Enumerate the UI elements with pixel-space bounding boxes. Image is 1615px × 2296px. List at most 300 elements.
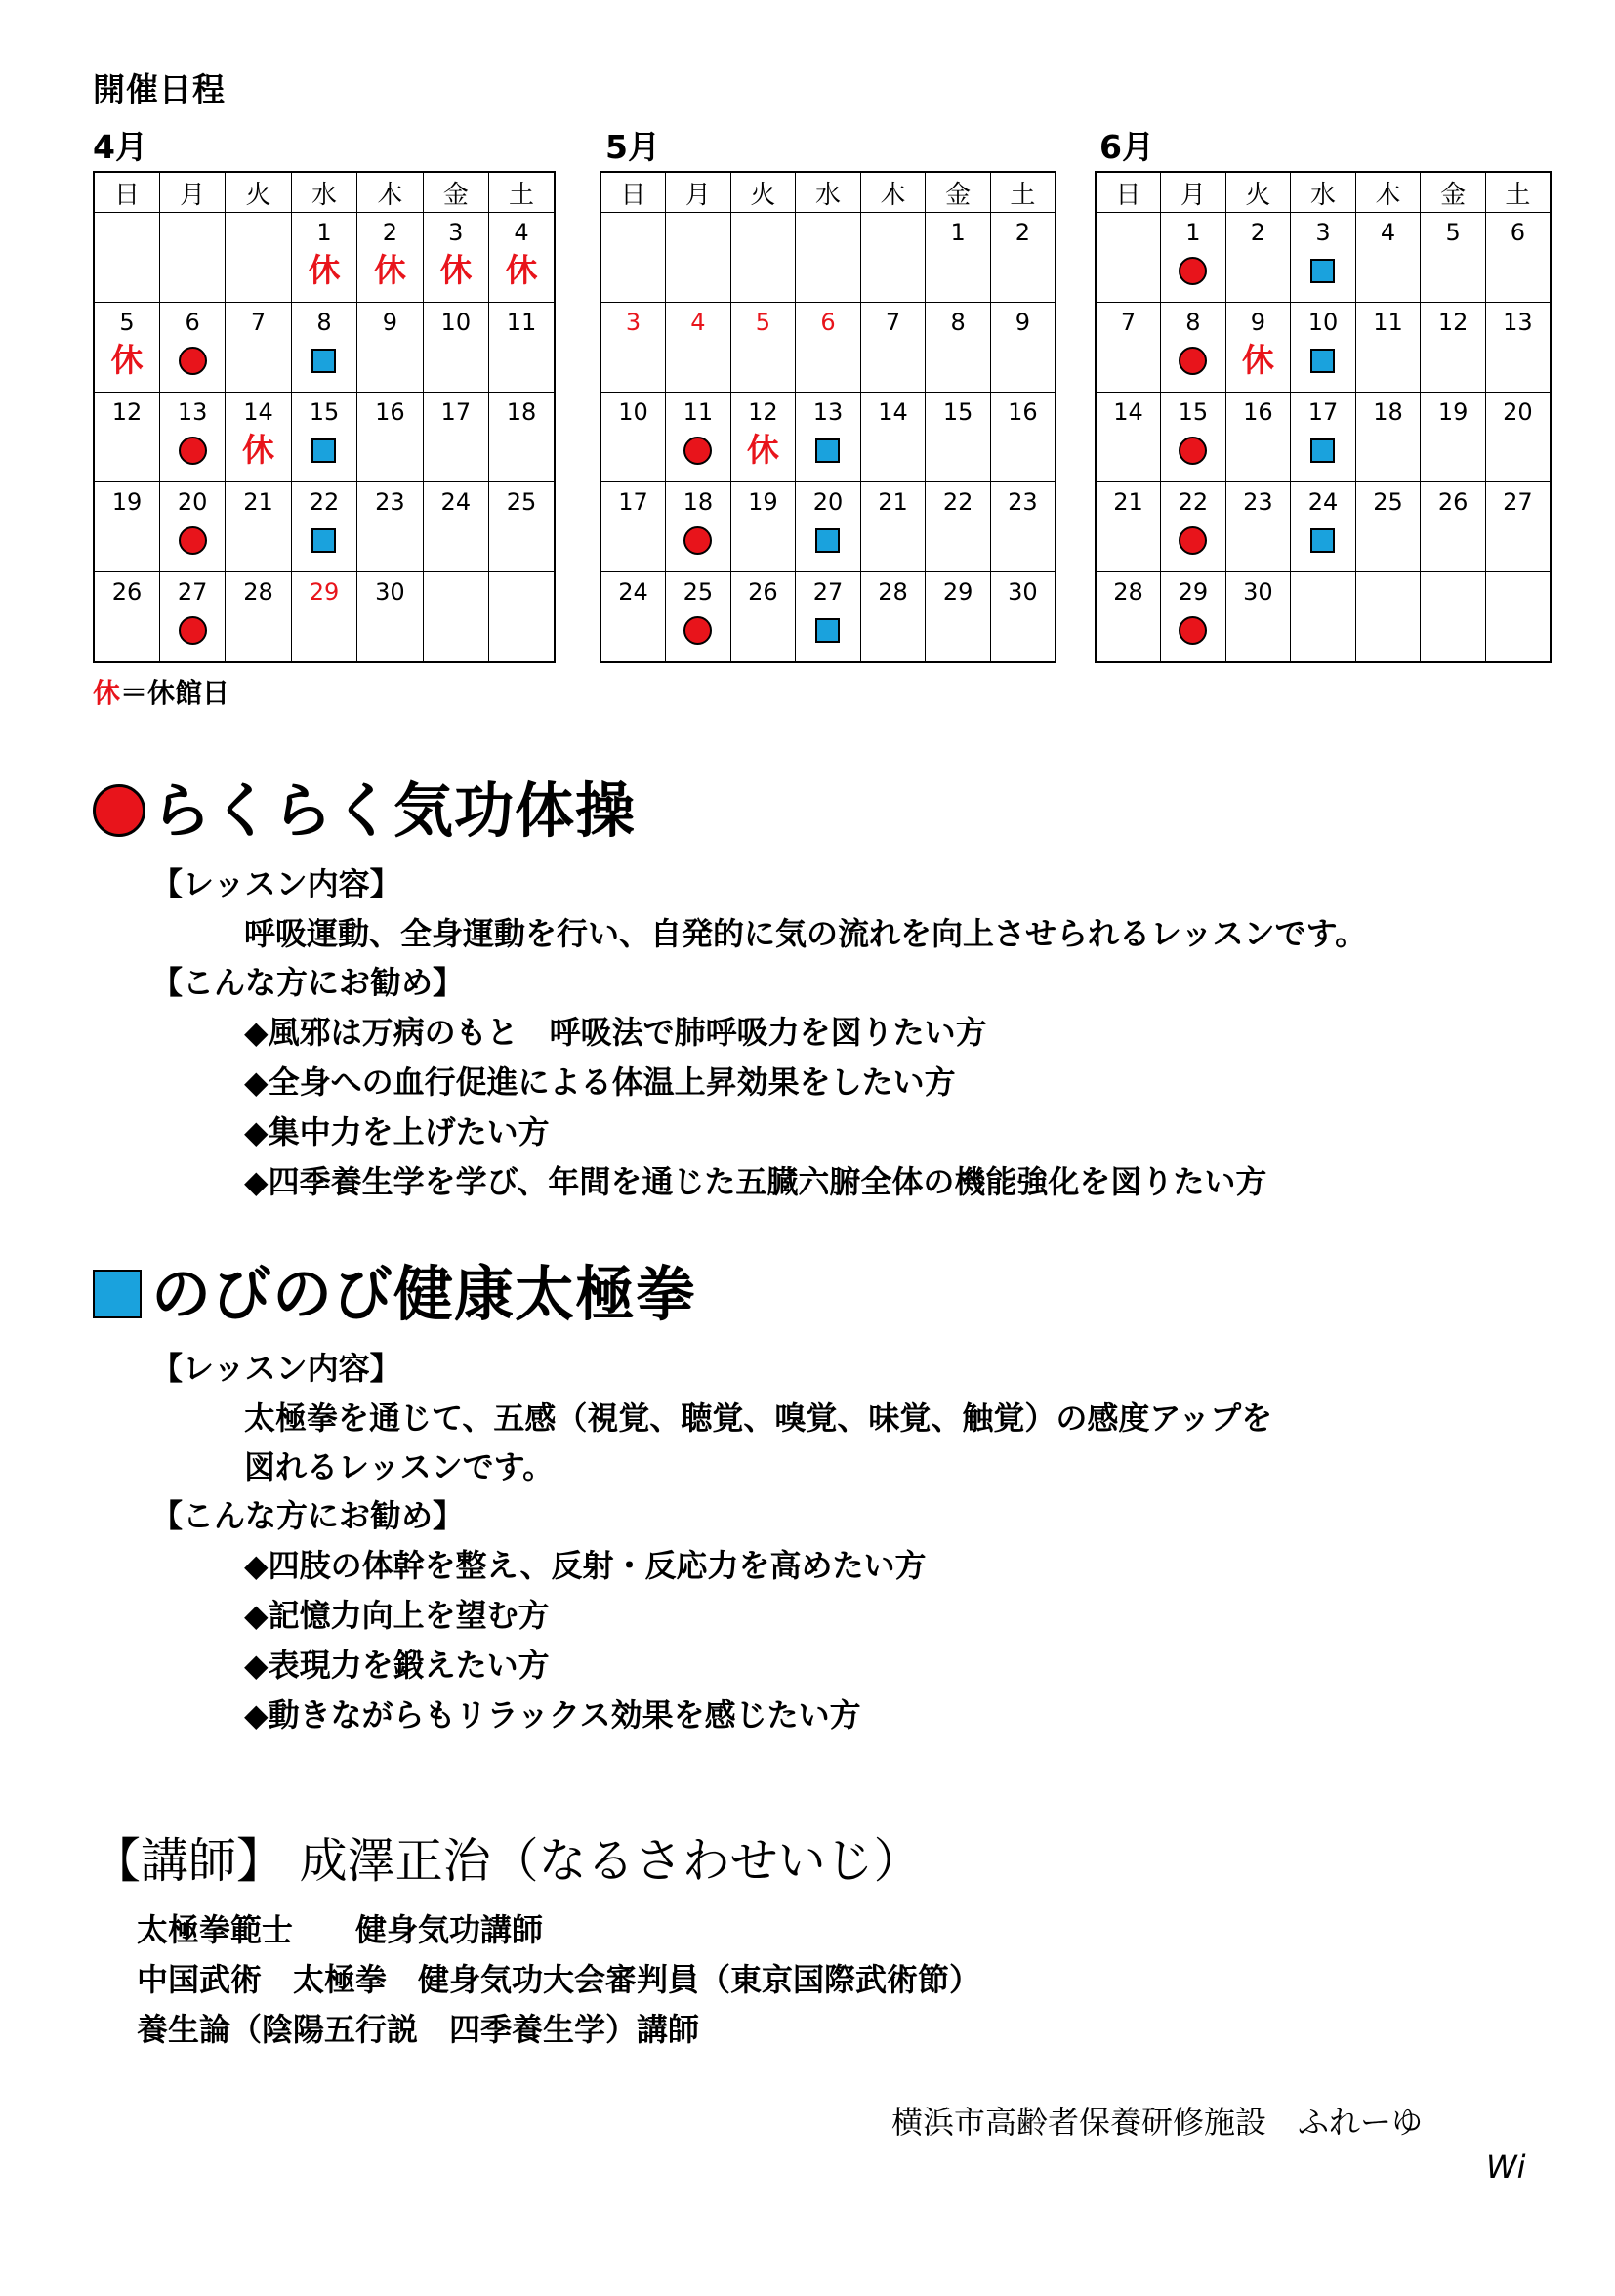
calendar-day-cell bbox=[489, 303, 555, 393]
calendar-day-cell bbox=[159, 482, 225, 572]
day-number: 12 bbox=[1437, 309, 1469, 336]
organization-name: 横浜市高齢者保養研修施設 ふれーゆ bbox=[891, 2104, 1424, 2141]
weekday-header: 月 bbox=[666, 172, 731, 213]
day-number: 22 bbox=[942, 488, 973, 516]
qigong-class-marker bbox=[1161, 522, 1225, 558]
calendar-day-cell bbox=[926, 482, 991, 572]
qigong-recommend-heading: 【こんな方にお勧め】 bbox=[151, 964, 465, 1001]
section-qigong-title bbox=[93, 777, 636, 846]
day-number: 1 bbox=[950, 219, 966, 246]
day-number: 3 bbox=[625, 309, 642, 336]
empty-marker bbox=[601, 343, 665, 378]
calendar-day-cell bbox=[1225, 482, 1291, 572]
closed-day-marker bbox=[226, 433, 290, 468]
qigong-class-marker bbox=[160, 343, 225, 378]
day-number: 13 bbox=[1503, 309, 1533, 336]
calendar-day-cell bbox=[1421, 303, 1486, 393]
day-number: 22 bbox=[1178, 488, 1209, 516]
taichi-class-marker bbox=[292, 343, 356, 378]
calendar-week-row bbox=[1096, 213, 1551, 303]
calendar-week-row bbox=[600, 482, 1056, 572]
empty-marker bbox=[95, 433, 159, 468]
day-number: 13 bbox=[812, 398, 844, 426]
day-number: 21 bbox=[1113, 488, 1143, 516]
taichi-class-marker bbox=[1291, 253, 1355, 288]
empty-marker bbox=[489, 522, 554, 558]
closed-day-label: 休 bbox=[505, 251, 538, 289]
empty-marker bbox=[861, 343, 926, 378]
calendar-day-cell bbox=[226, 303, 291, 393]
calendar-empty-cell bbox=[666, 213, 731, 303]
blue-square-icon bbox=[1310, 528, 1335, 553]
closed-day-marker bbox=[95, 343, 159, 378]
red-circle-icon bbox=[179, 437, 207, 465]
weekday-header: 木 bbox=[1355, 172, 1421, 213]
weekday-header: 月 bbox=[1161, 172, 1226, 213]
day-number: 7 bbox=[250, 309, 267, 336]
closed-day-label: 休 bbox=[110, 341, 144, 379]
closed-day-label: 休 bbox=[439, 251, 473, 289]
calendar-day-cell bbox=[1355, 303, 1421, 393]
calendar-day-cell bbox=[226, 393, 291, 482]
calendar-day-cell bbox=[730, 303, 796, 393]
calendar-day-cell bbox=[860, 393, 926, 482]
calendar-empty-cell bbox=[1291, 572, 1356, 663]
calendar-day-cell bbox=[796, 303, 861, 393]
empty-marker bbox=[292, 612, 356, 647]
qigong-class-marker bbox=[1161, 433, 1225, 468]
taichi-bullet: ◆動きながらもリラックス効果を感じたい方 bbox=[244, 1696, 861, 1733]
blue-square-icon bbox=[311, 438, 336, 463]
calendar-day-cell bbox=[990, 572, 1056, 663]
day-number: 25 bbox=[1373, 488, 1403, 516]
calendar-empty-cell bbox=[1421, 572, 1486, 663]
empty-marker bbox=[1097, 522, 1160, 558]
red-circle-icon bbox=[1179, 526, 1207, 555]
calendar-day-cell bbox=[94, 482, 159, 572]
legend-text: ＝休館日 bbox=[120, 677, 230, 709]
day-number: 29 bbox=[942, 578, 973, 605]
empty-marker bbox=[226, 522, 290, 558]
weekday-header: 火 bbox=[226, 172, 291, 213]
calendar-week-row bbox=[94, 303, 555, 393]
calendar-day-cell bbox=[990, 213, 1056, 303]
empty-marker bbox=[991, 612, 1055, 647]
weekday-header: 土 bbox=[489, 172, 555, 213]
calendar-day-cell bbox=[730, 393, 796, 482]
day-number: 8 bbox=[950, 309, 966, 336]
signature-mark: Wi bbox=[1486, 2149, 1526, 2186]
red-circle-icon bbox=[1179, 437, 1207, 465]
day-number: 10 bbox=[618, 398, 648, 426]
calendar-day-cell bbox=[1355, 213, 1421, 303]
empty-marker bbox=[357, 433, 422, 468]
empty-marker bbox=[1097, 612, 1160, 647]
day-number: 30 bbox=[1243, 578, 1273, 605]
weekday-header: 日 bbox=[1096, 172, 1161, 213]
weekday-header: 水 bbox=[796, 172, 861, 213]
day-number: 21 bbox=[243, 488, 273, 516]
calendar-day-cell bbox=[666, 393, 731, 482]
qigong-class-marker bbox=[666, 433, 730, 468]
day-number: 5 bbox=[1445, 219, 1461, 246]
blue-square-icon bbox=[815, 528, 840, 553]
calendar-day-cell bbox=[1096, 482, 1161, 572]
empty-marker bbox=[226, 343, 290, 378]
empty-marker bbox=[1226, 433, 1291, 468]
day-number: 8 bbox=[316, 309, 332, 336]
calendar-day-cell bbox=[159, 572, 225, 663]
weekday-header-row bbox=[600, 172, 1056, 213]
calendar-day-cell bbox=[926, 213, 991, 303]
weekday-header: 火 bbox=[1225, 172, 1291, 213]
weekday-header: 木 bbox=[860, 172, 926, 213]
empty-marker bbox=[95, 522, 159, 558]
day-number: 23 bbox=[1008, 488, 1038, 516]
calendar-day-cell bbox=[423, 482, 488, 572]
day-number: 20 bbox=[177, 488, 208, 516]
day-number: 20 bbox=[812, 488, 844, 516]
closed-day-marker bbox=[292, 253, 356, 288]
empty-marker bbox=[1356, 433, 1421, 468]
holiday-legend bbox=[93, 672, 229, 711]
day-number: 26 bbox=[1437, 488, 1469, 516]
taichi-bullet: ◆記憶力向上を望む方 bbox=[244, 1597, 550, 1634]
qigong-content-heading: 【レッスン内容】 bbox=[151, 865, 401, 902]
taichi-content-text: 太極拳を通じて、五感（視覚、聴覚、嗅覚、味覚、触覚）の感度アップを bbox=[244, 1399, 1273, 1437]
calendar-day-cell bbox=[1421, 393, 1486, 482]
empty-marker bbox=[489, 343, 554, 378]
qigong-bullet: ◆集中力を上げたい方 bbox=[244, 1113, 550, 1150]
day-number: 18 bbox=[683, 488, 714, 516]
calendar-week-row bbox=[600, 393, 1056, 482]
empty-marker bbox=[1421, 343, 1485, 378]
calendar-day-cell bbox=[1291, 303, 1356, 393]
calendar-day-cell bbox=[796, 572, 861, 663]
empty-marker bbox=[1486, 253, 1550, 288]
calendar-day-cell bbox=[860, 303, 926, 393]
day-number: 18 bbox=[1373, 398, 1403, 426]
closed-day-label: 休 bbox=[1241, 341, 1274, 379]
empty-marker bbox=[1097, 343, 1160, 378]
calendar-week-row bbox=[94, 482, 555, 572]
calendar-day-cell bbox=[1225, 572, 1291, 663]
blue-square-icon bbox=[815, 618, 840, 643]
empty-marker bbox=[1421, 433, 1485, 468]
day-number: 30 bbox=[1008, 578, 1038, 605]
day-number: 16 bbox=[1008, 398, 1038, 426]
empty-marker bbox=[226, 612, 290, 647]
calendar-empty-cell bbox=[489, 572, 555, 663]
weekday-header: 月 bbox=[159, 172, 225, 213]
calendar-empty-cell bbox=[226, 213, 291, 303]
calendar-day-cell bbox=[796, 482, 861, 572]
red-circle-icon bbox=[179, 526, 207, 555]
empty-marker bbox=[357, 522, 422, 558]
empty-marker bbox=[926, 612, 990, 647]
taichi-content-heading: 【レッスン内容】 bbox=[151, 1350, 401, 1387]
calendar-day-cell bbox=[926, 303, 991, 393]
day-number: 19 bbox=[111, 488, 143, 516]
weekday-header-row bbox=[94, 172, 555, 213]
day-number: 24 bbox=[1307, 488, 1339, 516]
taichi-bullet: ◆表現力を鍛えたい方 bbox=[244, 1647, 550, 1684]
blue-square-icon bbox=[311, 349, 336, 373]
day-number: 14 bbox=[243, 398, 273, 426]
closed-day-label: 休 bbox=[242, 431, 275, 469]
calendar-empty-cell bbox=[94, 213, 159, 303]
day-number: 26 bbox=[748, 578, 778, 605]
qigong-class-marker bbox=[666, 612, 730, 647]
empty-marker bbox=[1421, 522, 1485, 558]
calendar-day-cell bbox=[1355, 482, 1421, 572]
calendar-day-cell bbox=[796, 393, 861, 482]
calendar-day-cell bbox=[489, 482, 555, 572]
calendar-day-cell bbox=[1225, 393, 1291, 482]
blue-square-icon bbox=[815, 438, 840, 463]
calendar-day-cell bbox=[1161, 572, 1226, 663]
day-number: 18 bbox=[506, 398, 537, 426]
day-number: 19 bbox=[748, 488, 778, 516]
red-circle-icon bbox=[1179, 257, 1207, 285]
day-number: 16 bbox=[375, 398, 405, 426]
day-number: 17 bbox=[440, 398, 472, 426]
calendar-empty-cell bbox=[860, 213, 926, 303]
calendar-day-cell bbox=[600, 572, 666, 663]
day-number: 8 bbox=[1185, 309, 1201, 336]
blue-square-icon bbox=[1310, 438, 1335, 463]
calendar-day-cell bbox=[291, 213, 356, 303]
calendar-day-cell bbox=[94, 303, 159, 393]
day-number: 30 bbox=[375, 578, 405, 605]
calendar-day-cell bbox=[1225, 303, 1291, 393]
calendar-day-cell bbox=[423, 303, 488, 393]
calendar-empty-cell bbox=[1485, 572, 1551, 663]
empty-marker bbox=[424, 433, 488, 468]
calendar-day-cell bbox=[926, 393, 991, 482]
qigong-class-marker bbox=[1161, 343, 1225, 378]
empty-marker bbox=[357, 343, 422, 378]
day-number: 19 bbox=[1437, 398, 1469, 426]
day-number: 6 bbox=[185, 309, 200, 336]
day-number: 4 bbox=[514, 219, 529, 246]
calendar-day-cell bbox=[423, 393, 488, 482]
taichi-class-marker bbox=[1291, 433, 1355, 468]
closed-day-marker bbox=[424, 253, 488, 288]
calendar-day-cell bbox=[1161, 393, 1226, 482]
calendar-day-cell bbox=[357, 213, 423, 303]
weekday-header: 水 bbox=[1291, 172, 1356, 213]
instructor-credential: 中国武術 太極拳 健身気功大会審判員（東京国際武術節） bbox=[137, 1961, 981, 1998]
day-number: 28 bbox=[878, 578, 908, 605]
taichi-class-marker bbox=[796, 433, 860, 468]
calendar-empty-cell bbox=[159, 213, 225, 303]
calendar-day-cell bbox=[1485, 482, 1551, 572]
calendar-empty-cell bbox=[600, 213, 666, 303]
day-number: 21 bbox=[878, 488, 908, 516]
calendar-week-row bbox=[1096, 393, 1551, 482]
calendar-week-row bbox=[94, 572, 555, 663]
blue-square-icon bbox=[1310, 259, 1335, 283]
day-number: 4 bbox=[1380, 219, 1396, 246]
day-number: 7 bbox=[1120, 309, 1137, 336]
taichi-class-marker bbox=[1291, 522, 1355, 558]
red-circle-icon bbox=[179, 616, 207, 645]
weekday-header: 日 bbox=[600, 172, 666, 213]
calendar-day-cell bbox=[666, 572, 731, 663]
closed-day-marker bbox=[1226, 343, 1291, 378]
calendar-day-cell bbox=[94, 572, 159, 663]
calendar-day-cell bbox=[666, 303, 731, 393]
empty-marker bbox=[861, 612, 926, 647]
day-number: 24 bbox=[618, 578, 648, 605]
calendar-week-row bbox=[1096, 303, 1551, 393]
calendar-week-row bbox=[94, 393, 555, 482]
calendar-day-cell bbox=[357, 393, 423, 482]
day-number: 15 bbox=[942, 398, 973, 426]
calendar-day-cell bbox=[730, 482, 796, 572]
qigong-bullet: ◆全身への血行促進による体温上昇効果をしたい方 bbox=[244, 1064, 956, 1101]
closed-day-marker bbox=[731, 433, 796, 468]
day-number: 25 bbox=[683, 578, 714, 605]
calendar-empty-cell bbox=[1096, 213, 1161, 303]
calendar-week-row bbox=[600, 213, 1056, 303]
calendar-day-cell bbox=[666, 482, 731, 572]
empty-marker bbox=[861, 433, 926, 468]
calendar-week-row bbox=[1096, 572, 1551, 663]
calendar-day-cell bbox=[600, 393, 666, 482]
day-number: 2 bbox=[1015, 219, 1031, 246]
calendar-week-row bbox=[600, 303, 1056, 393]
red-circle-icon bbox=[683, 437, 712, 465]
day-number: 17 bbox=[1307, 398, 1339, 426]
empty-marker bbox=[991, 343, 1055, 378]
day-number: 12 bbox=[111, 398, 143, 426]
qigong-class-marker bbox=[160, 612, 225, 647]
red-circle-icon bbox=[1179, 616, 1207, 645]
day-number: 9 bbox=[1250, 309, 1266, 336]
calendar-day-cell bbox=[291, 482, 356, 572]
calendar-day-cell bbox=[990, 393, 1056, 482]
weekday-header: 木 bbox=[357, 172, 423, 213]
day-number: 24 bbox=[440, 488, 472, 516]
calendar-day-cell bbox=[1291, 213, 1356, 303]
weekday-header: 金 bbox=[926, 172, 991, 213]
day-number: 16 bbox=[1243, 398, 1273, 426]
day-number: 2 bbox=[382, 219, 398, 246]
calendar-day-cell bbox=[1225, 213, 1291, 303]
empty-marker bbox=[424, 343, 488, 378]
day-number: 10 bbox=[1307, 309, 1339, 336]
taichi-title-text: のびのび健康太極拳 bbox=[151, 1260, 697, 1329]
instructor-title: 【講師】 成澤正治（なるさわせいじ） bbox=[93, 1833, 922, 1889]
section-taichi-title bbox=[93, 1261, 696, 1329]
month-label-may: 5月 bbox=[605, 128, 660, 166]
qigong-class-marker bbox=[160, 433, 225, 468]
calendar-day-cell bbox=[1291, 393, 1356, 482]
weekday-header: 土 bbox=[990, 172, 1056, 213]
empty-marker bbox=[601, 612, 665, 647]
day-number: 6 bbox=[820, 309, 836, 336]
empty-marker bbox=[95, 612, 159, 647]
weekday-header: 水 bbox=[291, 172, 356, 213]
taichi-class-marker bbox=[292, 522, 356, 558]
taichi-recommend-heading: 【こんな方にお勧め】 bbox=[151, 1497, 465, 1534]
empty-marker bbox=[424, 522, 488, 558]
schedule-heading: 開催日程 bbox=[93, 70, 226, 108]
day-number: 28 bbox=[243, 578, 273, 605]
empty-marker bbox=[861, 522, 926, 558]
day-number: 5 bbox=[119, 309, 135, 336]
day-number: 4 bbox=[690, 309, 706, 336]
empty-marker bbox=[666, 343, 730, 378]
blue-square-icon bbox=[93, 1270, 142, 1318]
calendar-empty-cell bbox=[730, 213, 796, 303]
weekday-header: 土 bbox=[1485, 172, 1551, 213]
taichi-class-marker bbox=[796, 612, 860, 647]
day-number: 3 bbox=[448, 219, 464, 246]
month-label-june: 6月 bbox=[1099, 128, 1154, 166]
day-number: 11 bbox=[506, 309, 537, 336]
day-number: 9 bbox=[382, 309, 398, 336]
taichi-class-marker bbox=[796, 522, 860, 558]
month-label-april: 4月 bbox=[93, 128, 147, 166]
calendar-day-cell bbox=[357, 572, 423, 663]
calendar-day-cell bbox=[1485, 213, 1551, 303]
calendar-day-cell bbox=[226, 572, 291, 663]
blue-square-icon bbox=[1310, 349, 1335, 373]
day-number: 11 bbox=[683, 398, 714, 426]
calendar-day-cell bbox=[1096, 303, 1161, 393]
closed-day-label: 休 bbox=[373, 251, 406, 289]
calendar-day-cell bbox=[1161, 482, 1226, 572]
empty-marker bbox=[926, 343, 990, 378]
empty-marker bbox=[1226, 253, 1291, 288]
day-number: 28 bbox=[1113, 578, 1143, 605]
day-number: 12 bbox=[748, 398, 778, 426]
calendar-day-cell bbox=[357, 303, 423, 393]
day-number: 9 bbox=[1015, 309, 1031, 336]
empty-marker bbox=[926, 253, 990, 288]
weekday-header: 金 bbox=[423, 172, 488, 213]
calendar-day-cell bbox=[1096, 572, 1161, 663]
calendar-day-cell bbox=[357, 482, 423, 572]
empty-marker bbox=[1421, 253, 1485, 288]
empty-marker bbox=[796, 343, 860, 378]
red-circle-icon bbox=[93, 784, 145, 837]
calendar-day-cell bbox=[1161, 303, 1226, 393]
empty-marker bbox=[601, 433, 665, 468]
calendar-week-row bbox=[94, 213, 555, 303]
empty-marker bbox=[731, 522, 796, 558]
empty-marker bbox=[1486, 433, 1550, 468]
closed-day-label: 休 bbox=[308, 251, 341, 289]
calendar-day-cell bbox=[730, 572, 796, 663]
calendar-june bbox=[1095, 171, 1552, 663]
calendar-day-cell bbox=[489, 393, 555, 482]
day-number: 15 bbox=[309, 398, 340, 426]
weekday-header: 日 bbox=[94, 172, 159, 213]
calendar-empty-cell bbox=[423, 572, 488, 663]
day-number: 20 bbox=[1503, 398, 1533, 426]
qigong-class-marker bbox=[1161, 612, 1225, 647]
instructor-credential: 太極拳範士 健身気功講師 bbox=[137, 1911, 544, 1948]
day-number: 7 bbox=[885, 309, 901, 336]
calendar-day-cell bbox=[860, 572, 926, 663]
red-circle-icon bbox=[1179, 347, 1207, 375]
calendar-day-cell bbox=[1421, 213, 1486, 303]
closed-day-marker bbox=[357, 253, 422, 288]
